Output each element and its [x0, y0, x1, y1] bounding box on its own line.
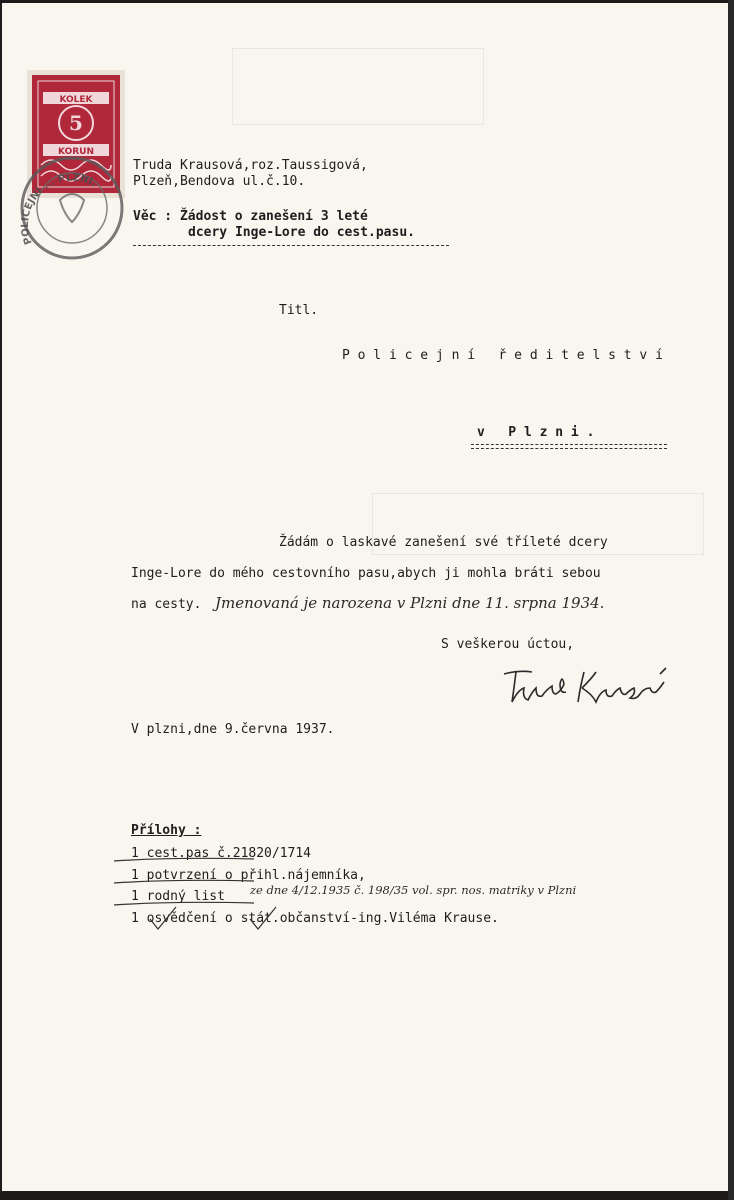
bleed-through-mark — [232, 48, 484, 125]
stamp-value: 5 — [69, 111, 83, 135]
attachment-item: 1 rodný list — [131, 889, 225, 904]
closing: S veškerou úctou, — [441, 637, 575, 652]
addressee-city: v P l z n i . — [477, 425, 595, 440]
salutation: Titl. — [279, 303, 319, 318]
attachment-item: 1 cest.pas č.21820/1714 — [131, 846, 312, 861]
addressee-office: P o l i c e j n í ř e d i t e l s t v í — [342, 348, 663, 363]
subject-underline — [133, 245, 449, 246]
handwritten-marks-icon — [110, 835, 440, 935]
stamp-top-text: KOLEK — [59, 95, 93, 105]
page-edge — [728, 0, 734, 1200]
body-line-1: Žádám o laskavé zanešení své tříleté dcery — [279, 535, 608, 550]
handwritten-birth-note: Jmenovaná je narozena v Plzni dne 11. srpna 1934. — [215, 594, 605, 612]
sender-line-2: Plzeň,Bendova ul.č.10. — [133, 174, 306, 189]
body-line-3: na cesty. — [131, 597, 202, 612]
subject-line-1: Věc : Žádost o zanešení 3 leté — [133, 209, 368, 224]
city-double-underline — [471, 444, 667, 449]
attachment-item: 1 potvrzení o přihl.nájemníka, — [131, 868, 366, 883]
police-seal-icon — [10, 148, 138, 263]
subject-line-2: dcery Inge-Lore do cest.pasu. — [188, 225, 415, 240]
stamp-bottom-text: KORUN — [58, 147, 94, 157]
sender-line-1: Truda Krausová,roz.Taussigová, — [133, 158, 368, 173]
handwritten-birth-certificate-note: ze dne 4/12.1935 č. 198/35 vol. spr. nos. matriky v Plzni — [250, 883, 577, 897]
attachments-heading: Přílohy : — [131, 823, 202, 838]
attachment-item: 1 osvědčení o stát.občanství-ing.Viléma Krause. — [131, 911, 499, 926]
handwritten-signature-icon — [498, 664, 678, 708]
seal-text: POLICEJNÍ ... PLZNI. — [19, 172, 99, 246]
date-line: V plzni,dne 9.června 1937. — [131, 722, 335, 737]
body-line-2: Inge-Lore do mého cestovního pasu,abych ji mohla bráti sebou — [131, 566, 601, 581]
